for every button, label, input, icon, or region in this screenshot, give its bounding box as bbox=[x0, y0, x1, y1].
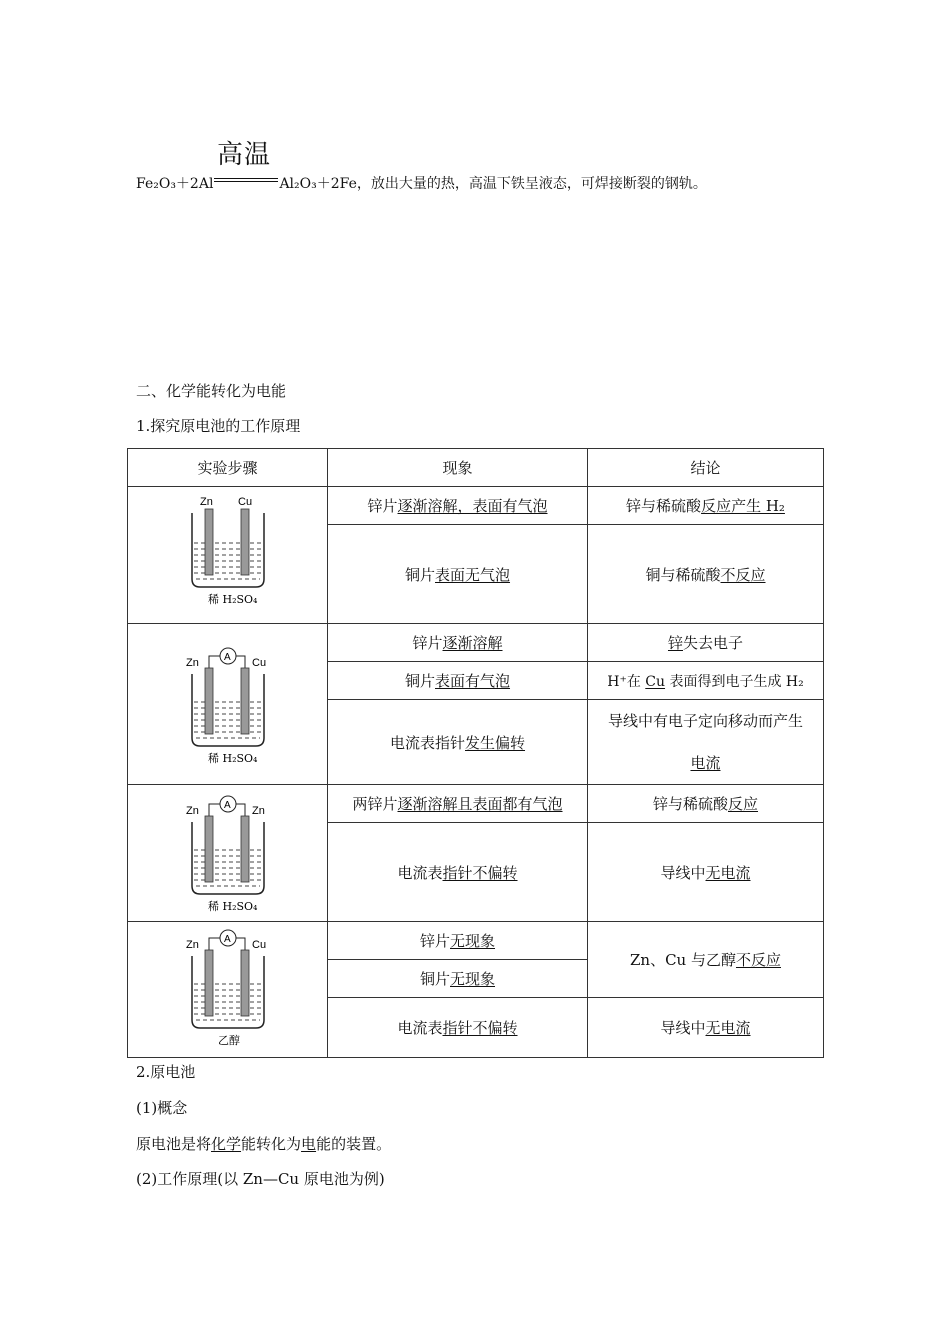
apparatus-figure bbox=[128, 624, 328, 785]
conclusion-cell: 导线中无电流 bbox=[588, 998, 824, 1058]
header-steps: 实验步骤 bbox=[128, 449, 328, 487]
left-electrode-label: Zn bbox=[185, 657, 199, 669]
equals-sign bbox=[214, 178, 278, 182]
phenomenon-cell: 两锌片逐渐溶解且表面都有气泡 bbox=[328, 785, 588, 823]
phenomenon-cell: 锌片逐渐溶解，表面有气泡 bbox=[328, 487, 588, 525]
phenomenon-cell: 锌片无现象 bbox=[328, 922, 588, 960]
solution-label: 稀 H₂SO₄ bbox=[207, 900, 257, 913]
phenomenon-cell: 电流表指针不偏转 bbox=[328, 823, 588, 922]
section-title: 二、化学能转化为电能 bbox=[136, 382, 287, 400]
solution-label: 乙醇 bbox=[217, 1033, 240, 1047]
ammeter-label: A bbox=[223, 933, 231, 945]
ammeter-label: A bbox=[223, 800, 231, 811]
thermite-equation bbox=[136, 173, 707, 193]
header-conclusion: 结论 bbox=[588, 449, 824, 487]
apparatus-figure bbox=[128, 785, 328, 922]
reaction-condition: 高温 bbox=[217, 140, 272, 170]
concept-text: 原电池是将化学能转化为电能的装置。 bbox=[136, 1135, 392, 1153]
left-electrode-label: Zn bbox=[185, 938, 199, 951]
equation-left: Fe₂O₃＋2Al bbox=[136, 176, 214, 192]
right-electrode-label: Cu bbox=[251, 938, 266, 951]
beaker-with-ammeter-diagram bbox=[168, 786, 288, 916]
phenomenon-cell: 电流表指针不偏转 bbox=[328, 998, 588, 1058]
phenomenon-cell: 铜片表面有气泡 bbox=[328, 662, 588, 700]
right-electrode-label: Cu bbox=[237, 496, 252, 508]
conclusion-cell: 锌与稀硫酸反应 bbox=[588, 785, 824, 823]
beaker-with-ammeter-diagram bbox=[168, 924, 288, 1052]
concept-heading: (1)概念 bbox=[136, 1099, 188, 1117]
conclusion-cell: 锌失去电子 bbox=[588, 624, 824, 662]
phenomenon-cell: 电流表指针发生偏转 bbox=[328, 700, 588, 785]
equation-right: Al₂O₃＋2Fe bbox=[279, 176, 357, 192]
conclusion-cell: Zn、Cu 与乙醇不反应 bbox=[588, 922, 824, 998]
beaker-diagram bbox=[168, 493, 288, 613]
conclusion-cell: 锌与稀硫酸反应产生 H₂ bbox=[588, 487, 824, 525]
left-electrode-label: Zn bbox=[185, 805, 199, 817]
solution-label: 稀 H₂SO₄ bbox=[207, 752, 257, 765]
equation-tail: ，放出大量的热，高温下铁呈液态，可焊接断裂的钢轨。 bbox=[356, 176, 707, 192]
header-phenomenon: 现象 bbox=[328, 449, 588, 487]
experiment-table bbox=[127, 448, 824, 1058]
right-electrode-label: Cu bbox=[251, 657, 266, 669]
solution-label: 稀 H₂SO₄ bbox=[207, 593, 257, 606]
beaker-with-ammeter-diagram bbox=[168, 634, 288, 770]
conclusion-cell: 导线中有电子定向移动而产生 电流 bbox=[588, 700, 824, 785]
conclusion-cell: 导线中无电流 bbox=[588, 823, 824, 922]
apparatus-figure bbox=[128, 487, 328, 624]
conclusion-cell: H⁺在 Cu 表面得到电子生成 H₂ bbox=[588, 662, 824, 700]
phenomenon-cell: 锌片逐渐溶解 bbox=[328, 624, 588, 662]
left-electrode-label: Zn bbox=[199, 496, 213, 508]
phenomenon-cell: 铜片表面无气泡 bbox=[328, 525, 588, 624]
conclusion-cell: 铜与稀硫酸不反应 bbox=[588, 525, 824, 624]
apparatus-figure bbox=[128, 922, 328, 1058]
right-electrode-label: Zn bbox=[251, 805, 265, 817]
subsection-title: 2.原电池 bbox=[136, 1063, 196, 1081]
subsection-title: 1.探究原电池的工作原理 bbox=[136, 417, 301, 435]
principle-heading: (2)工作原理(以 Zn—Cu 原电池为例) bbox=[136, 1170, 385, 1188]
phenomenon-cell: 铜片无现象 bbox=[328, 960, 588, 998]
ammeter-label: A bbox=[223, 652, 231, 663]
